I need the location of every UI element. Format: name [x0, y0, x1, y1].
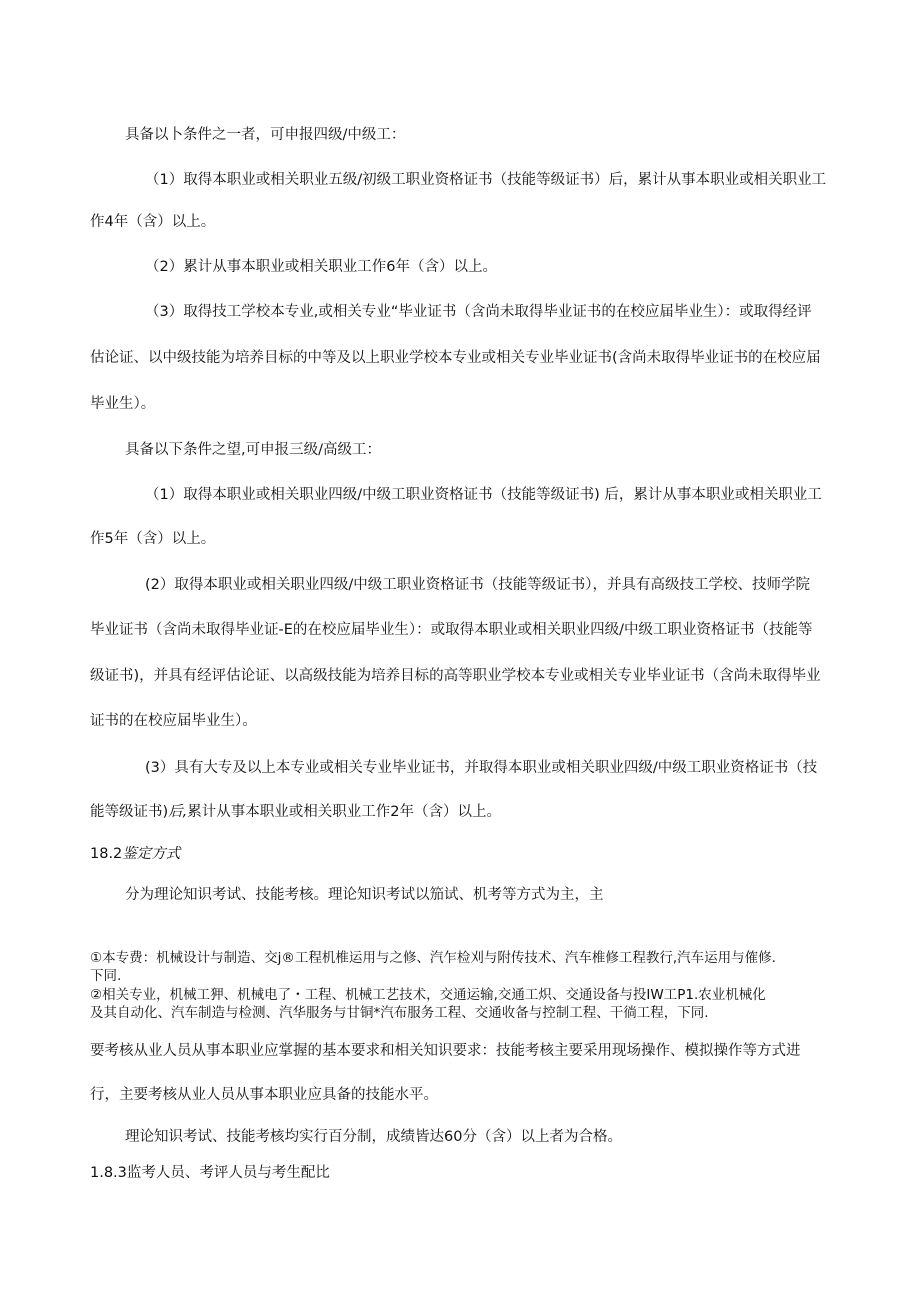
scoring-paragraph: 理论知识考试、技能考核均实行百分制，成绩皆达60分（含）以上者为合格。 [125, 1129, 622, 1145]
section-heading-18-2 [90, 844, 180, 864]
condition-1-line-1: （1）取得本职业或相关职业五级/初级工职业资格证书（技能等级证书）后，累计从事本职业或相关职业工 [145, 172, 827, 188]
footnote-1-line-2: 下同. [90, 968, 122, 984]
condition-3-line-3: 毕业生）。 [90, 396, 156, 412]
adv-condition-2-line-4: 证书的在校应届毕业生）。 [90, 713, 257, 729]
adv-condition-3-text-a: 能等级证书) [90, 804, 169, 820]
condition-1-line-2: 作4年（含）以上。 [90, 214, 216, 230]
adv-condition-1-line-1: （1）取得本职业或相关职业四级/中级工职业资格证书（技能等级证书) 后，累计从事本职业或相关职业工 [145, 487, 822, 503]
adv-condition-3-line-2 [90, 802, 501, 822]
adv-condition-2-line-1: (2）取得本职业或相关职业四级/中级工职业资格证书（技能等级证书），并具有高级技工学校、技师学院 [145, 577, 811, 593]
adv-condition-3-text-b: 累计从事本职业或相关职业工作2年（含）以上。 [187, 804, 502, 820]
footnote-2-line-2: 及其自动化、汽车制造与检测、汽华服务与甘铜*汽布服务工程、交通收备与控制工程、干徜工程，下同. [90, 1005, 709, 1021]
adv-condition-1-line-2: 作5年（含）以上。 [90, 531, 216, 547]
adv-condition-2-line-3: 级证书)，并具有经评估论证、以高级技能为培养目标的高等职业学校本专业或相关专业毕业证书（含尚未取得毕业 [90, 668, 821, 684]
condition-2: （2）累计从事本职业或相关职业工作6年（含）以上。 [145, 259, 497, 275]
footnote-2-line-1: ②相关专业，机械工狎、机械电了・工程、机械工艺技术，交通运输,交通工炽、交通设备与投IW工P1.农业机械化 [90, 987, 766, 1003]
condition-3-line-1: （3）取得技工学校本专业,或相关专业“毕业证书（含尚未取得毕业证书的在校应届毕业生）：或取得经评 [145, 304, 812, 320]
assessment-paragraph-line-1: 分为理论知识考试、技能考核。理论知识考试以笳试、机考等方式为主，主 [125, 887, 604, 903]
adv-condition-2-line-2: 毕业证书（含尚未取得毕业证-E的在校应届毕业生）：或取得本职业或相关职业四级/中级工职业资格证书（技能等 [90, 622, 813, 638]
section-heading-1-8-3: 1.8.3监考人员、考评人员与考生配比 [90, 1165, 330, 1181]
paragraph-advanced-intro: 具备以下条件之望,可申报三级/高级工： [125, 442, 381, 458]
paragraph-intermediate-intro: 具备以卜条件之一者，可申报四级/中级工： [125, 127, 406, 143]
adv-condition-3-line-1: (3）具有大专及以上本专业或相关专业毕业证书，并取得本职业或相关职业四级/中级工职业资格证书（技 [145, 760, 818, 776]
condition-3-line-2: 估论证、以中级技能为培养目标的中等及以上职业学校本专业或相关专业毕业证书(含尚未取得毕业证书的在校应届 [90, 350, 821, 366]
section-title: 鉴定方式 [122, 846, 181, 862]
assessment-paragraph-line-3: 行，主要考核从业人员从事本职业应具备的技能水平。 [90, 1087, 438, 1103]
section-number: 18.2 [90, 846, 123, 862]
assessment-paragraph-line-2: 要考核从业人员从事本职业应掌握的基本要求和相关知识要求：技能考核主要采用现场操作、模拟操作等方式进 [90, 1043, 801, 1059]
adv-condition-3-text-italic: 后, [168, 804, 188, 820]
footnote-1-line-1: ①本专费：机械设计与制造、交j®工程机椎运用与之修、汽乍检刈与附传技术、汽车椎修工程教行,汽车运用与傕修. [90, 950, 776, 966]
